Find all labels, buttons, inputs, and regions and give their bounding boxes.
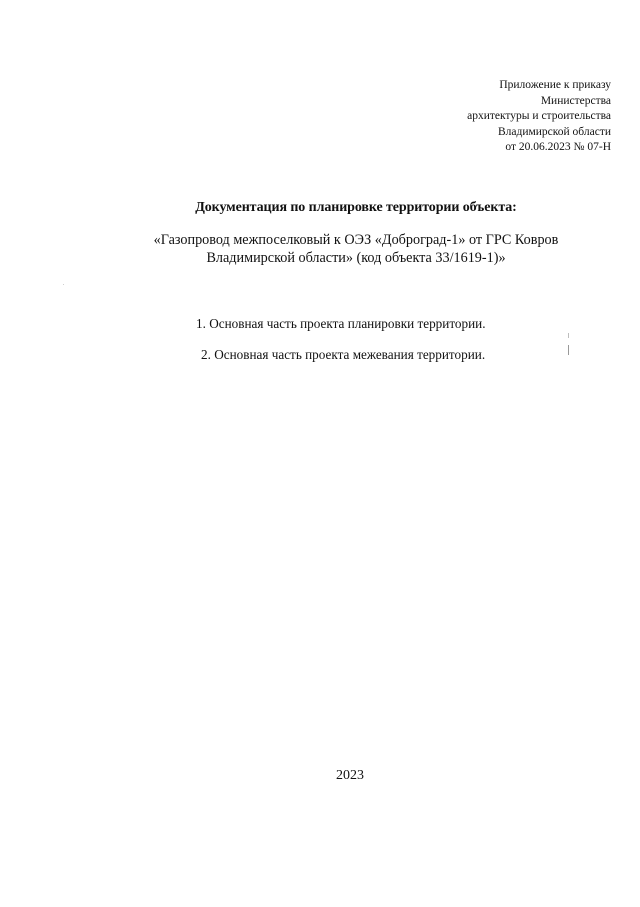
- object-name: [70, 232, 640, 267]
- appendix-note: [351, 78, 611, 156]
- appendix-line: от 20.06.2023 № 07-Н: [505, 141, 611, 153]
- contents-list: [196, 315, 556, 363]
- appendix-line: Министерства: [540, 94, 611, 107]
- object-name-line: Владимирской области» (код объекта 33/1619-1)»: [206, 249, 506, 266]
- scan-mark: [568, 333, 569, 338]
- contents-item: 1. Основная часть проекта планировки территории.: [196, 316, 486, 331]
- appendix-line: Приложение к приказу: [499, 79, 611, 91]
- document-year: 2023: [336, 768, 364, 783]
- scan-mark: [568, 345, 569, 355]
- appendix-line: архитектуры и строительства: [467, 110, 611, 122]
- scan-dot: [63, 284, 64, 285]
- appendix-line: Владимирской области: [497, 125, 611, 138]
- document-title: Документация по планировке территории объекта:: [195, 200, 517, 215]
- contents-item: 2. Основная часть проекта межевания территории.: [201, 347, 486, 362]
- object-name-line: «Газопровод межпоселковый к ОЭЗ «Доброград-1» от ГРС Ковров: [153, 232, 559, 248]
